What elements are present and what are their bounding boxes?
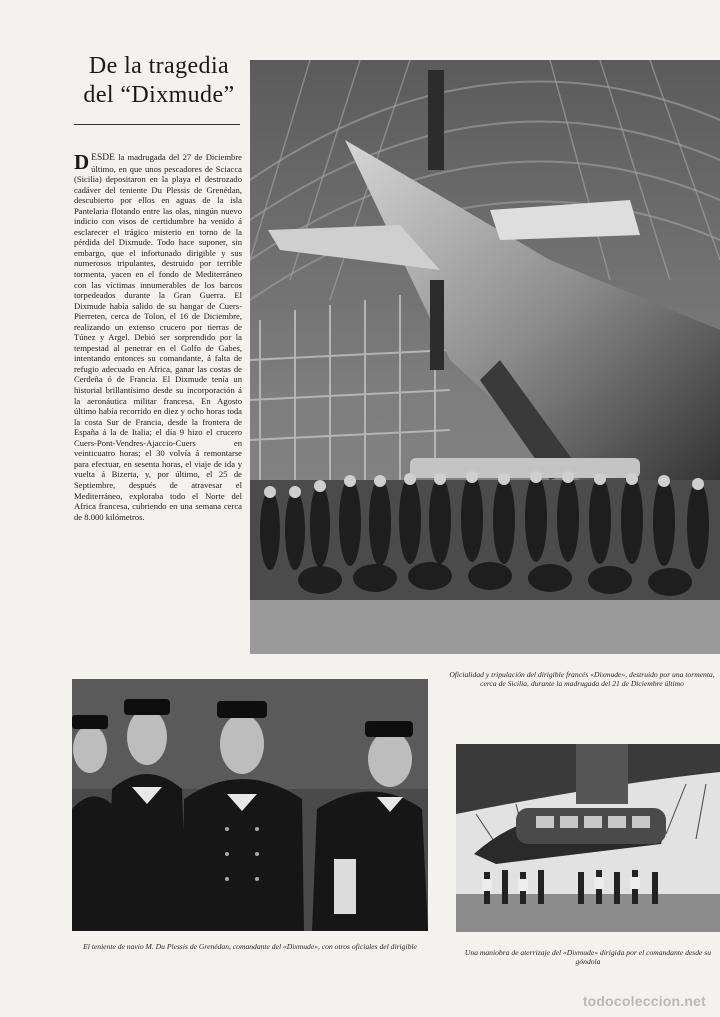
article-body: [74, 152, 242, 522]
article-paragraph: [74, 152, 242, 522]
airship-hangar-photo: [250, 60, 720, 654]
hangar-illustration: [250, 60, 720, 654]
small-caps-start: ESDE: [91, 153, 115, 163]
title-line-1: De la tragedia: [88, 53, 230, 79]
landing-illustration: [456, 744, 720, 932]
title-line-2: del “Dixmude”: [83, 82, 235, 108]
drop-cap: D: [74, 150, 90, 174]
officers-photo: [72, 679, 428, 931]
title-divider: [74, 124, 240, 125]
landing-photo-caption: Una maniobra de aterrizaje del «Dixmude» dirigida por el comandante desde su góndola: [464, 948, 712, 966]
landing-photo: [456, 744, 720, 932]
article-title: [70, 52, 248, 110]
crew-photo-caption: Oficialidad y tripulación del dirigible francés «Dixmude», destruido por una tormenta, cerca de Sicilia, durante la madrugada del 21 de Diciembre último: [449, 670, 715, 688]
watermark: todocoleccion.net: [582, 993, 706, 1009]
officers-illustration: [72, 679, 428, 931]
article-text: la madrugada del 27 de Diciembre último, en que unos pescadores de Sciacca (Sicilia) depositaron en la playa el destrozado cadáver del teniente Du Plessis de Grenédan, descubierto por ellos en aguas de la isla Pantelaria flotando entre las olas, ningún nuevo indicio con visos de certidumbre ha venido á esclarecer el trágico misterio en torno de la pérdida del Dixmude. Todo hace suponer, sin embargo, que el infortunado dirigible y sus numerosos tripulantes, destruido por terrible tormenta, yacen en el fondo de Mediterráneo con las víctimas innumerables de los barcos torpedeados durante la Gran Guerra. El Dixmude había salido de su hangar de Cuers-Pierreten, cerca de Tolon, el 16 de Diciembre, realizando un extenso crucero por tierras de Túnez y Argel. Debió ser sorprendido por la tempestad al penetrar en el Golfo de Gabes, intentando entonces su comandante, á falta de refugio adecuado en Africa, ganar las costas de Cerdeña ó de Francia. El Dixmude tenía un historial brillantísimo desde su incorporación á la aeronáutica militar francesa. En Agosto último había recorrido en diez y ocho horas toda la costa Sur de Francia, desde la frontera de España á la de Italia; el día 9 hizo el crucero Cuers-Pont-Vendres-Ajaccio-Cuers en veinticuatro horas; el 30 volvía á remontarse para efectuar, en sesenta horas, el viaje de ida y vuelta á Bizerta, y, por último, el 25 de Septiembre, después de atravesar el Mediterráneo, exploraba todo el Norte del Africa francesa, cubriendo en una semana cerca de 8.000 kilómetros.: [74, 152, 242, 522]
officers-photo-caption: El teniente de navio M. Du Plessis de Grenédan, comandante del «Dixmude», con otros oficiales del dirigible: [83, 942, 417, 951]
